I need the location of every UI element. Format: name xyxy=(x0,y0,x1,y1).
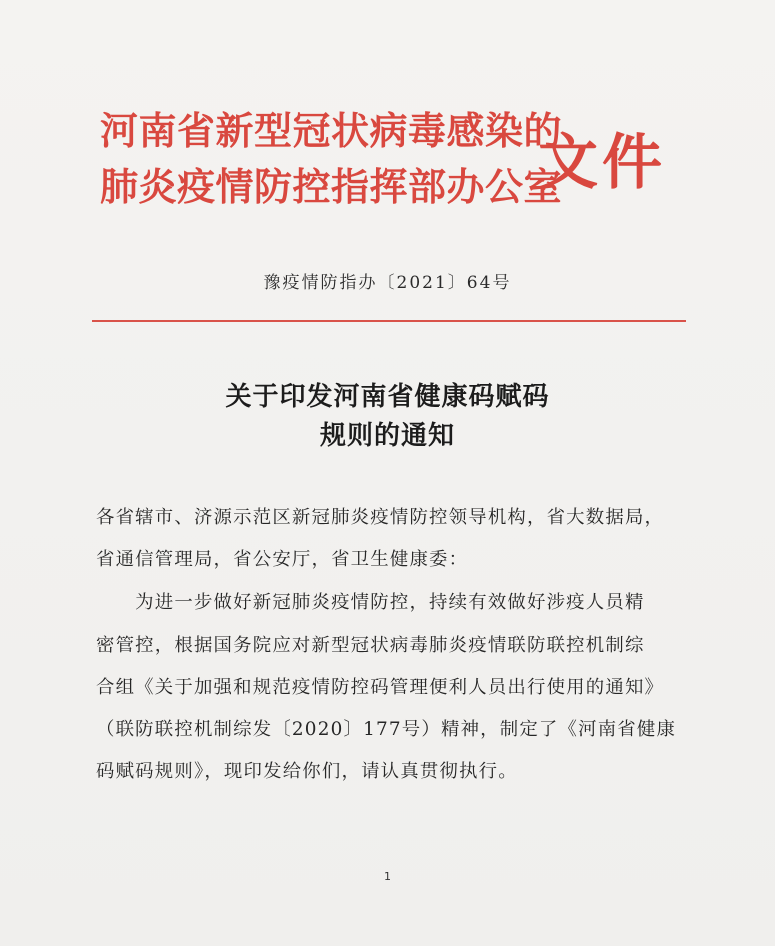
document-title-line-1: 关于印发河南省健康码赋码 xyxy=(225,382,550,412)
body-line-6: （联防联控机制综发〔2020〕177号）精神，制定了《河南省健康 xyxy=(96,719,677,740)
body-line-5: 合组《关于加强和规范疫情防控码管理便利人员出行使用的通知》 xyxy=(96,677,665,698)
document-title-line-2: 规则的通知 xyxy=(319,421,455,451)
document-number: 豫疫情防指办〔2021〕64号 xyxy=(263,273,512,293)
body-line-1: 各省辖市、济源示范区新冠肺炎疫情防控领导机构，省大数据局， xyxy=(96,507,665,528)
red-divider xyxy=(92,320,686,322)
agency-name-line-2: 肺炎疫情防控指挥部办公室 xyxy=(100,164,563,209)
red-header xyxy=(100,108,700,228)
body-line-3: 为进一步做好新冠肺炎疫情防控，持续有效做好涉疫人员精 xyxy=(96,592,645,613)
agency-name-line-1: 河南省新型冠状病毒感染的 xyxy=(100,108,563,153)
body-line-4: 密管控，根据国务院应对新型冠状病毒肺炎疫情联防联控机制综 xyxy=(96,635,645,656)
body-line-7: 码赋码规则》，现印发给你们，请认真贯彻执行。 xyxy=(96,761,518,782)
document-word: 文件 xyxy=(538,128,666,198)
body-line-2: 省通信管理局，省公安厅，省卫生健康委： xyxy=(96,549,469,570)
page-number: 1 xyxy=(384,870,391,883)
